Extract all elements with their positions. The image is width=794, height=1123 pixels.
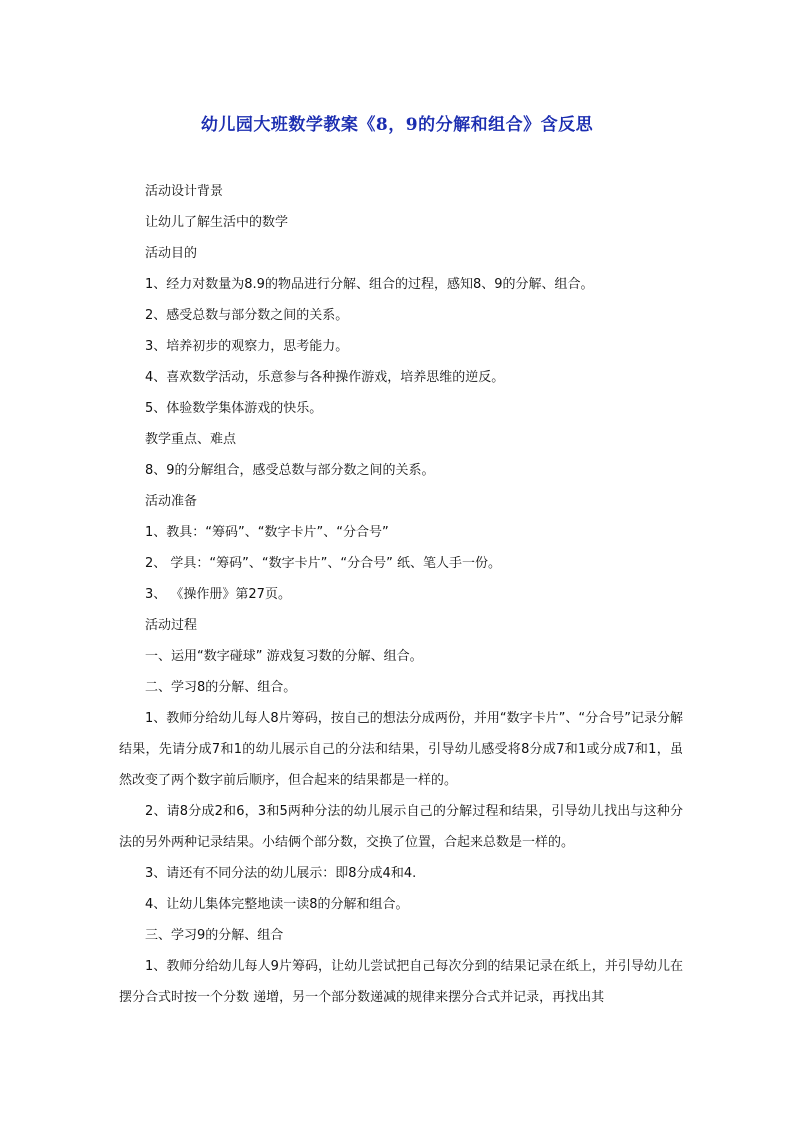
paragraph: 活动目的 (145, 246, 198, 261)
paragraph: 2、感受总数与部分数之间的关系。 (145, 308, 349, 323)
paragraph: 1、经力对数量为8.9的物品进行分解、组合的过程，感知8、9的分解、组合。 (145, 277, 594, 292)
paragraph: 2、请8分成2和6，3和5两种分法的幼儿展示自己的分解过程和结果，引导幼儿找出与这种分法的另外两种记录结果。小结俩个部分数，交换了位置，合起来总数是一样的。 (119, 804, 683, 850)
paragraph: 3、请还有不同分法的幼儿展示：即8分成4和4. (145, 866, 417, 881)
paragraph: 5、体验数学集体游戏的快乐。 (145, 401, 323, 416)
paragraph: 活动过程 (145, 618, 198, 633)
paragraph: 一、运用“数字碰球” 游戏复习数的分解、组合。 (145, 649, 423, 664)
paragraph: 4、喜欢数学活动，乐意参与各种操作游戏，培养思维的逆反。 (145, 370, 505, 385)
paragraph: 1、教师分给幼儿每人8片筹码，按自己的想法分成两份，并用“数字卡片”、“分合号”记录分解结果，先请分成7和1的幼儿展示自己的分法和结果，引导幼儿感受将8分成7和1或分成7和1，虽然改变了两个数字前后顺序，但合起来的结果都是一样的。 (119, 711, 683, 788)
paragraph: 活动准备 (145, 494, 198, 509)
paragraph: 8、9的分解组合，感受总数与部分数之间的关系。 (145, 463, 435, 478)
paragraph: 2、 学具：“筹码”、“数字卡片”、“分合号” 纸、笔人手一份。 (145, 556, 501, 571)
paragraph: 1、教师分给幼儿每人9片筹码，让幼儿尝试把自己每次分到的结果记录在纸上，并引导幼儿在摆分合式时按一个分数 递增，另一个部分数递减的规律来摆分合式并记录，再找出其 (119, 959, 683, 1005)
paragraph: 二、学习8的分解、组合。 (145, 680, 297, 695)
paragraph: 教学重点、难点 (145, 432, 237, 447)
paragraph: 三、学习9的分解、组合 (145, 928, 284, 943)
paragraph: 1、教具：“筹码”、“数字卡片”、“分合号” (145, 525, 389, 540)
document-title: 幼儿园大班数学教案《8，9的分解和组合》含反思 (200, 115, 594, 135)
paragraph: 4、让幼儿集体完整地读一读8的分解和组合。 (145, 897, 409, 912)
paragraph: 3、培养初步的观察力，思考能力。 (145, 339, 349, 354)
paragraph: 活动设计背景 (145, 184, 224, 199)
document-body (119, 176, 683, 1013)
paragraph: 让幼儿了解生活中的数学 (145, 215, 289, 230)
paragraph: 3、 《操作册》第27页。 (145, 587, 291, 602)
